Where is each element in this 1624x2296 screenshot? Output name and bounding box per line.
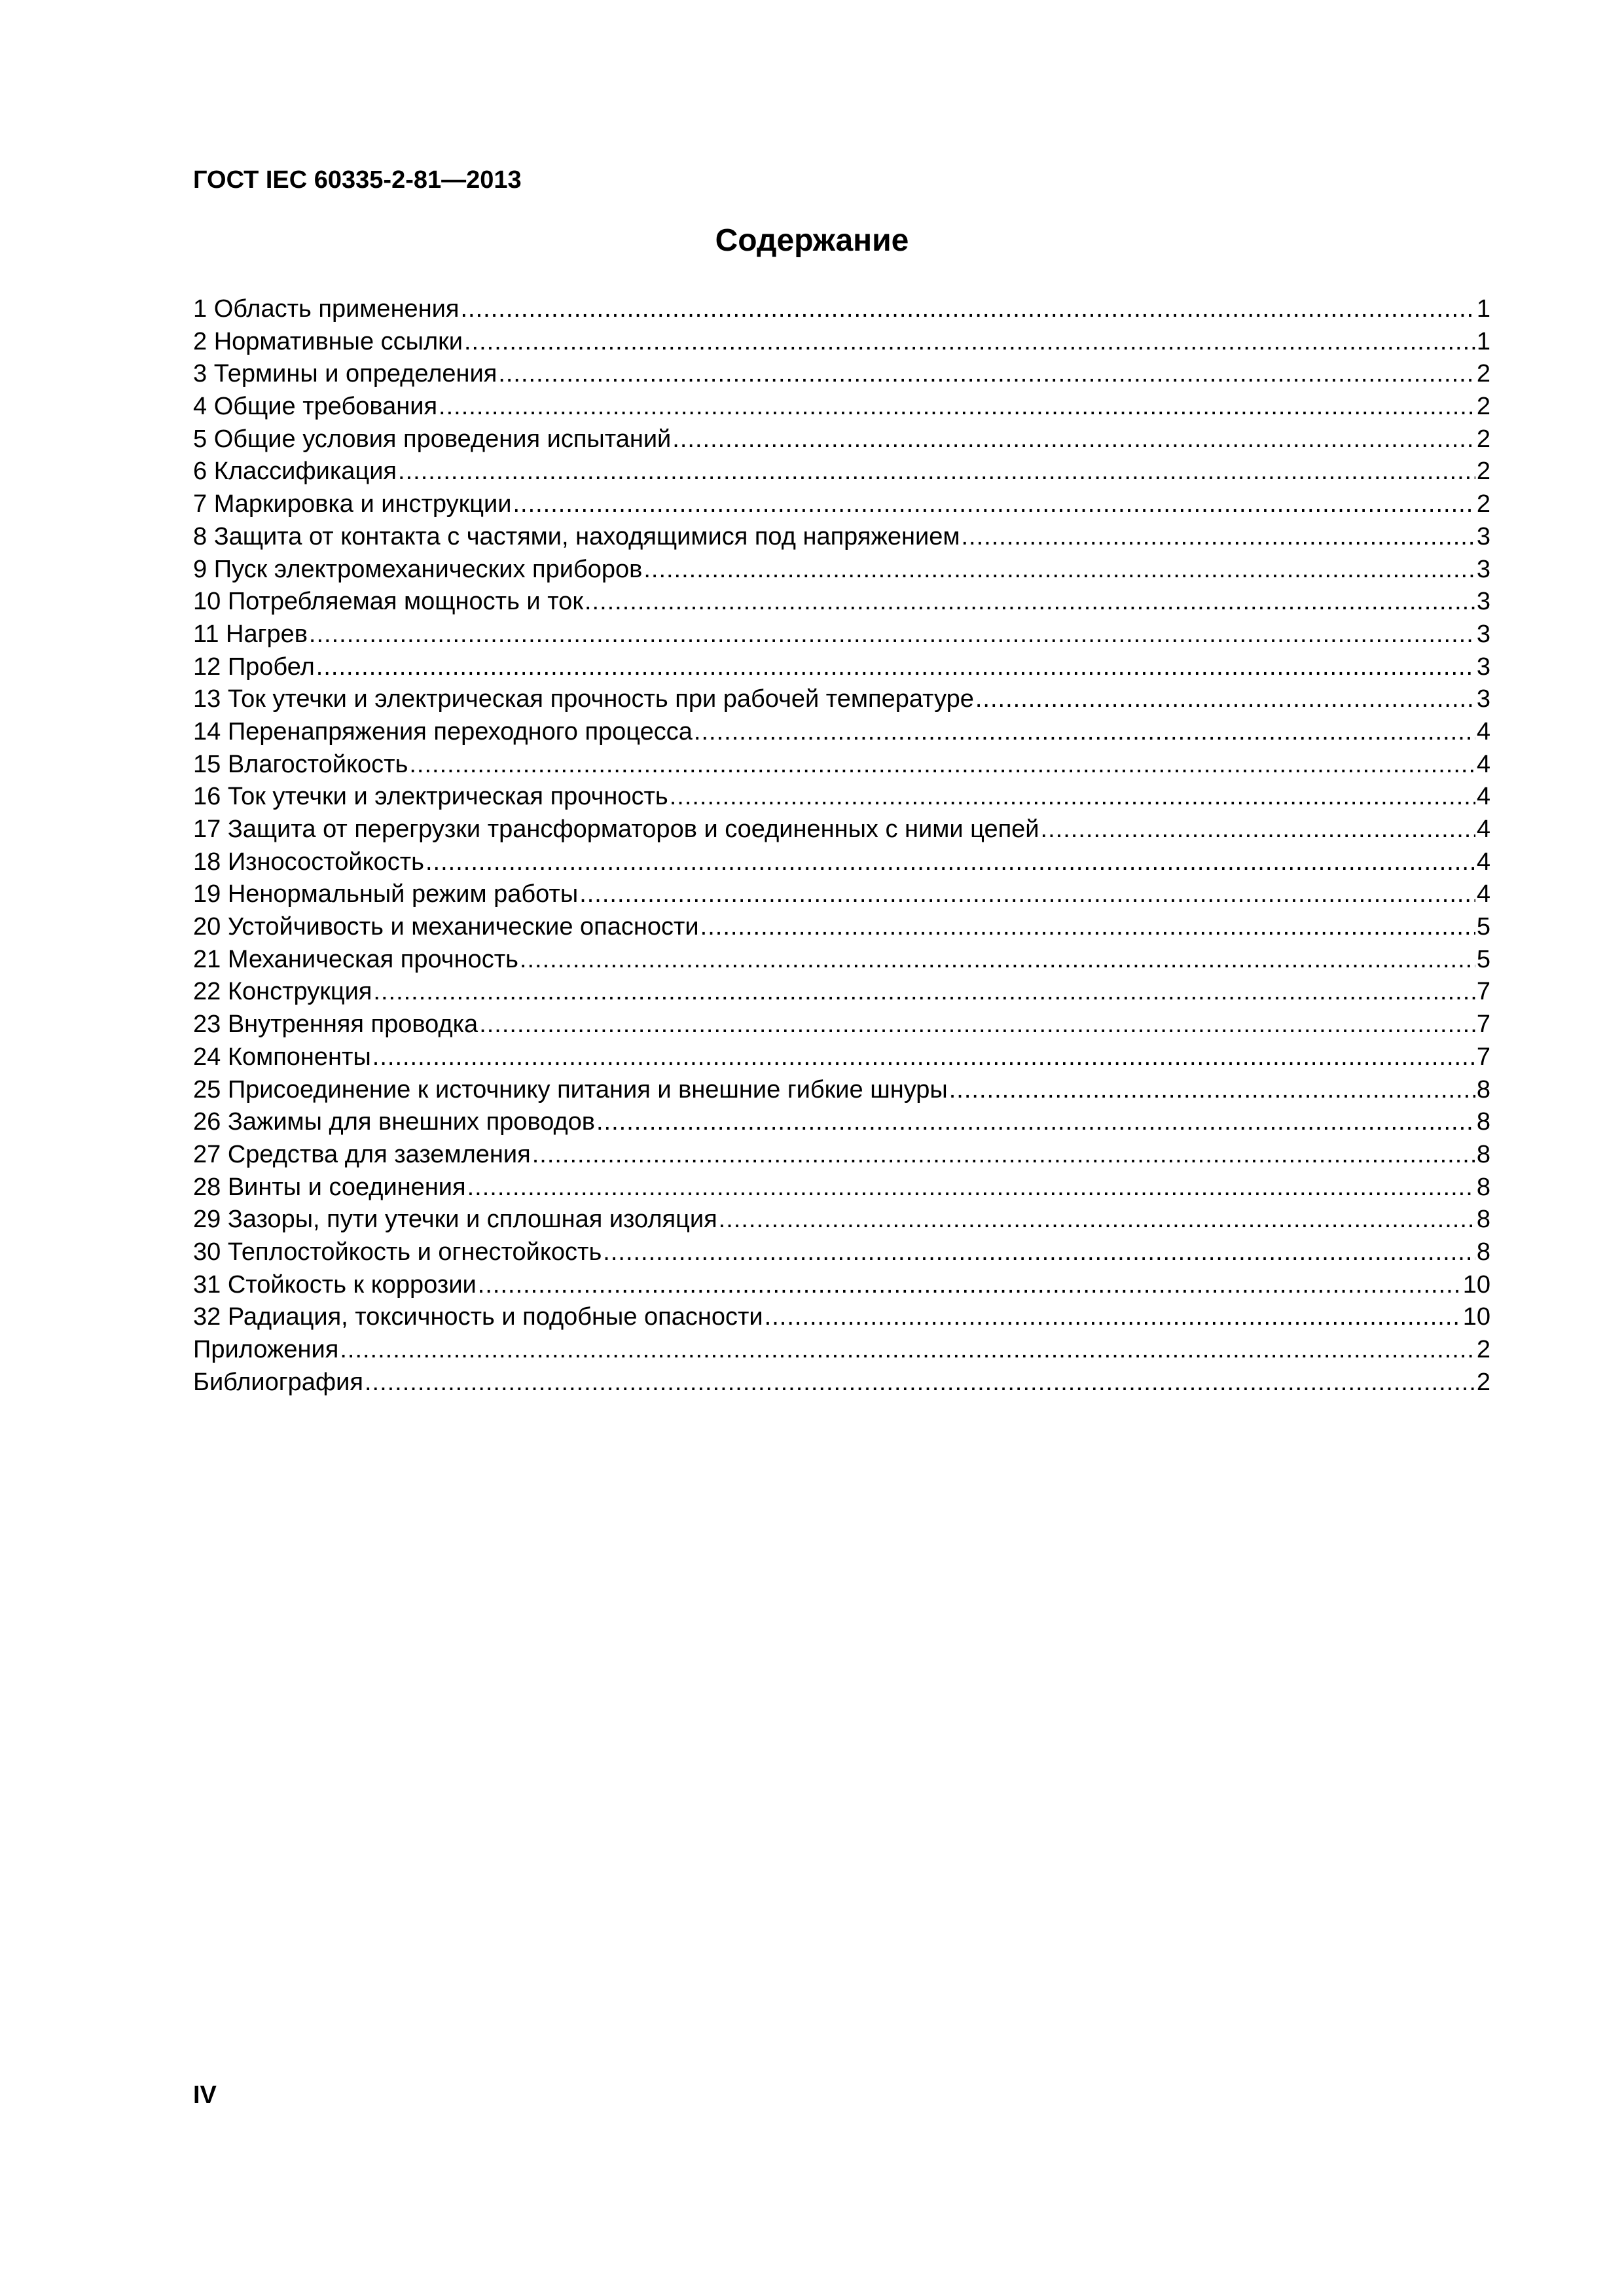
- toc-entry-page: 8: [1476, 1108, 1490, 1136]
- toc-entry-label: 10 Потребляемая мощность и ток: [193, 588, 583, 616]
- toc-entry[interactable]: [193, 814, 1490, 846]
- toc-entry[interactable]: [193, 1009, 1490, 1041]
- toc-entry[interactable]: [193, 456, 1490, 488]
- toc-entry-page: 4: [1476, 783, 1490, 811]
- toc-entry[interactable]: [193, 749, 1490, 781]
- toc-entry-page: 3: [1476, 522, 1490, 550]
- toc-dot-leader: [409, 749, 1475, 781]
- toc-entry[interactable]: [193, 846, 1490, 879]
- toc-entry[interactable]: [193, 391, 1490, 423]
- toc-dot-leader: [1041, 814, 1475, 846]
- toc-entry-page: 4: [1476, 750, 1490, 778]
- toc-entry-label: 4 Общие требования: [193, 393, 438, 421]
- toc-entry[interactable]: [193, 716, 1490, 749]
- toc-entry-page: 7: [1476, 978, 1490, 1006]
- toc-entry-label: 26 Зажимы для внешних проводов: [193, 1108, 595, 1136]
- toc-entry-page: 2: [1476, 425, 1490, 453]
- toc-entry-label: 22 Конструкция: [193, 978, 372, 1006]
- toc-dot-leader: [372, 1041, 1475, 1074]
- toc-dot-leader: [520, 944, 1475, 977]
- toc-entry[interactable]: [193, 586, 1490, 619]
- toc-dot-leader: [425, 846, 1475, 879]
- toc-dot-leader: [309, 619, 1475, 651]
- toc-entry-label: 24 Компоненты: [193, 1043, 371, 1071]
- toc-entry-page: 7: [1476, 1043, 1490, 1071]
- toc-entry-page: 2: [1476, 393, 1490, 421]
- toc-entry-page: 2: [1476, 360, 1490, 388]
- toc-entry[interactable]: [193, 911, 1490, 944]
- toc-title: Содержание: [715, 223, 909, 258]
- toc-entry[interactable]: [193, 1204, 1490, 1236]
- toc-entry-label: 20 Устойчивость и механические опасности: [193, 913, 699, 941]
- toc-entry-page: 2: [1476, 1368, 1490, 1396]
- toc-entry-label: 15 Влагостойкость: [193, 750, 408, 778]
- toc-dot-leader: [603, 1236, 1475, 1269]
- toc-dot-leader: [670, 781, 1475, 814]
- toc-dot-leader: [513, 488, 1475, 521]
- toc-entry-label: 21 Механическая прочность: [193, 945, 518, 973]
- toc-entry-page: 3: [1476, 653, 1490, 681]
- toc-entry-page: 7: [1476, 1011, 1490, 1039]
- toc-entry[interactable]: [193, 651, 1490, 684]
- toc-entry-page: 8: [1476, 1075, 1490, 1103]
- toc-dot-leader: [672, 423, 1475, 456]
- toc-entry-page: 8: [1476, 1173, 1490, 1201]
- toc-dot-leader: [585, 586, 1475, 619]
- toc-dot-leader: [460, 293, 1475, 326]
- toc-entry-page: 5: [1476, 913, 1490, 941]
- toc-entry-page: 3: [1476, 588, 1490, 616]
- toc-entry-page: 8: [1476, 1238, 1490, 1266]
- toc-dot-leader: [949, 1074, 1475, 1107]
- toc-dot-leader: [365, 1367, 1475, 1399]
- toc-dot-leader: [596, 1106, 1475, 1139]
- toc-entry[interactable]: [193, 1041, 1490, 1074]
- toc-dot-leader: [643, 554, 1475, 586]
- toc-dot-leader: [479, 1009, 1475, 1041]
- toc-entry-page: 4: [1476, 717, 1490, 745]
- toc-dot-leader: [694, 716, 1475, 749]
- toc-entry-page: 4: [1476, 880, 1490, 908]
- toc-entry[interactable]: [193, 423, 1490, 456]
- toc-entry-label: 5 Общие условия проведения испытаний: [193, 425, 672, 453]
- toc-entry-label: 1 Область применения: [193, 295, 460, 323]
- toc-entry-page: 4: [1476, 816, 1490, 843]
- toc-entry[interactable]: [193, 944, 1490, 977]
- toc-entry-page: 3: [1476, 620, 1490, 648]
- toc-entry-label: 12 Пробел: [193, 653, 315, 681]
- toc-entry[interactable]: [193, 326, 1490, 359]
- toc-dot-leader: [579, 878, 1475, 911]
- toc-entry-label: Библиография: [193, 1368, 363, 1396]
- toc-dot-leader: [700, 911, 1475, 944]
- toc-entry[interactable]: [193, 521, 1490, 554]
- toc-entry-label: Приложения: [193, 1336, 339, 1363]
- toc-entry-page: 2: [1476, 457, 1490, 486]
- toc-entry-page: 2: [1476, 1336, 1490, 1363]
- toc-entry[interactable]: [193, 781, 1490, 814]
- toc-entry-label: 30 Теплостойкость и огнестойкость: [193, 1238, 602, 1266]
- toc-entry[interactable]: [193, 1106, 1490, 1139]
- toc-dot-leader: [765, 1301, 1462, 1334]
- toc-entry-label: 32 Радиация, токсичность и подобные опасности: [193, 1303, 763, 1331]
- toc-entry-label: 28 Винты и соединения: [193, 1173, 466, 1201]
- toc-entry-label: 14 Перенапряжения переходного процесса: [193, 717, 693, 745]
- toc-entry-label: 8 Защита от контакта с частями, находящимися под напряжением: [193, 522, 960, 550]
- toc-entry-label: 7 Маркировка и инструкции: [193, 490, 512, 518]
- toc-entry[interactable]: [193, 1301, 1490, 1334]
- toc-entry-page: 5: [1476, 945, 1490, 973]
- toc-entry-label: 13 Ток утечки и электрическая прочность при рабочей температуре: [193, 685, 974, 713]
- toc-dot-leader: [373, 976, 1475, 1009]
- toc-dot-leader: [439, 391, 1475, 423]
- toc-entry[interactable]: [193, 554, 1490, 586]
- toc-dot-leader: [316, 651, 1475, 684]
- toc-entry[interactable]: [193, 1074, 1490, 1107]
- toc-entry-page: 3: [1476, 555, 1490, 583]
- toc-dot-leader: [464, 326, 1475, 359]
- toc-entry-label: 17 Защита от перегрузки трансформаторов и соединенных с ними цепей: [193, 816, 1039, 843]
- toc-entry[interactable]: [193, 1236, 1490, 1269]
- toc-entry[interactable]: [193, 976, 1490, 1009]
- toc-entry-page: 8: [1476, 1140, 1490, 1168]
- toc-entry[interactable]: [193, 488, 1490, 521]
- toc-entry-page: 8: [1476, 1206, 1490, 1234]
- toc-entry-page: 1: [1476, 295, 1490, 323]
- document-code: ГОСТ IEC 60335-2-81—2013: [193, 166, 522, 194]
- page-number: IV: [193, 2081, 217, 2109]
- toc-entry-page: 1: [1476, 327, 1490, 355]
- table-of-contents: [193, 293, 1490, 1399]
- toc-entry-page: 10: [1462, 1303, 1490, 1331]
- toc-entry-page: 4: [1476, 848, 1490, 876]
- toc-dot-leader: [478, 1269, 1462, 1302]
- toc-entry[interactable]: [193, 683, 1490, 716]
- toc-entry-label: 25 Присоединение к источнику питания и внешние гибкие шнуры: [193, 1075, 948, 1103]
- toc-entry-label: 3 Термины и определения: [193, 360, 497, 388]
- toc-dot-leader: [532, 1139, 1475, 1172]
- toc-dot-leader: [961, 521, 1475, 554]
- toc-dot-leader: [719, 1204, 1475, 1236]
- toc-dot-leader: [498, 358, 1475, 391]
- toc-entry-label: 23 Внутренняя проводка: [193, 1011, 478, 1039]
- toc-entry-label: 16 Ток утечки и электрическая прочность: [193, 783, 668, 811]
- toc-entry-page: 2: [1476, 490, 1490, 518]
- toc-entry-label: 18 Износостойкость: [193, 848, 424, 876]
- toc-entry[interactable]: [193, 293, 1490, 326]
- toc-entry-page: 3: [1476, 685, 1490, 713]
- toc-entry-label: 9 Пуск электромеханических приборов: [193, 555, 643, 583]
- toc-entry-label: 11 Нагрев: [193, 620, 308, 648]
- toc-dot-leader: [398, 456, 1475, 488]
- toc-entry-page: 10: [1462, 1270, 1490, 1299]
- toc-entry-label: 6 Классификация: [193, 457, 397, 486]
- toc-entry[interactable]: [193, 619, 1490, 651]
- toc-entry-label: 31 Стойкость к коррозии: [193, 1270, 477, 1299]
- toc-entry-label: 19 Ненормальный режим работы: [193, 880, 579, 908]
- toc-entry[interactable]: [193, 1172, 1490, 1204]
- toc-entry-label: 27 Средства для заземления: [193, 1140, 531, 1168]
- toc-dot-leader: [467, 1172, 1475, 1204]
- toc-entry[interactable]: [193, 1334, 1490, 1367]
- toc-dot-leader: [340, 1334, 1475, 1367]
- toc-entry-label: 2 Нормативные ссылки: [193, 327, 463, 355]
- toc-entry[interactable]: [193, 358, 1490, 391]
- toc-entry-label: 29 Зазоры, пути утечки и сплошная изоляция: [193, 1206, 717, 1234]
- toc-entry[interactable]: [193, 1139, 1490, 1172]
- toc-dot-leader: [975, 683, 1475, 716]
- toc-entry[interactable]: [193, 878, 1490, 911]
- toc-entry[interactable]: [193, 1269, 1490, 1302]
- toc-entry[interactable]: [193, 1367, 1490, 1399]
